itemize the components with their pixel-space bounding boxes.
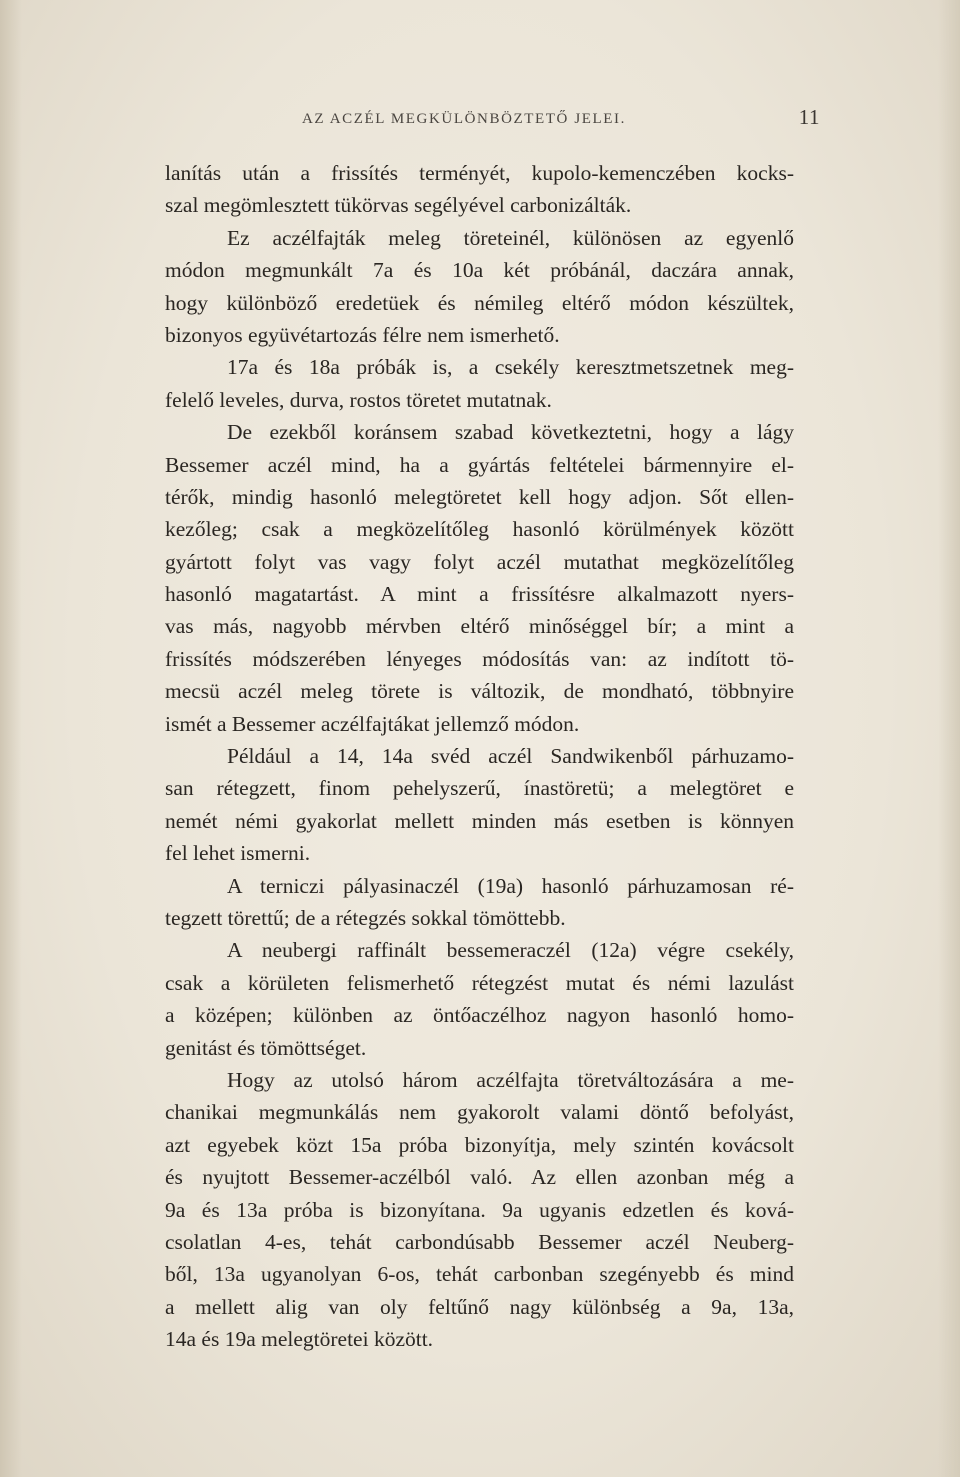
text-line: A terniczi pályasinaczél (19a) hasonló párhuzamosan ré-: [227, 873, 794, 898]
text-line: tegzett törettű; de a rétegzés sokkal tömöttebb.: [165, 905, 566, 930]
text-line: Bessemer aczél mind, ha a gyártás feltételei bármennyire el-: [165, 452, 794, 477]
text-line: 17a és 18a próbák is, a csekély keresztmetszetnek meg-: [227, 355, 794, 380]
text-line: vas más, nagyobb mérvben eltérő minőséggel bír; a mint a: [165, 614, 794, 639]
text-line: A neubergi raffinált bessemeraczél (12a) végre csekély,: [227, 938, 794, 963]
text-line: csolatlan 4-es, tehát carbondúsabb Bessemer aczél Neuberg-: [165, 1229, 794, 1254]
text-line: és nyujtott Bessemer-aczélból való. Az ellen azonban még a: [165, 1165, 794, 1190]
text-line: felelő leveles, durva, rostos töretet mutatnak.: [165, 387, 552, 412]
text-line: hasonló magatartást. A mint a frissítésre alkalmazott nyers-: [165, 582, 794, 607]
text-line: bizonyos együvétartozás félre nem ismerhető.: [165, 322, 560, 347]
text-line: lanítás után a frissítés terményét, kupolo-kemenczében kocks-: [165, 161, 794, 185]
text-line: a középen; különben az öntőaczélhoz nagyon hasonló homo-: [165, 1003, 794, 1028]
text-line: hogy különböző eredetüek és némileg eltérő módon készültek,: [165, 290, 794, 315]
text-line: azt egyebek közt 15a próba bizonyítja, mely szintén kovácsolt: [165, 1132, 794, 1157]
text-line: Ez aczélfajták meleg töreteinél, különösen az egyenlő: [227, 225, 794, 250]
text-line: Hogy az utolsó három aczélfajta töretváltozására a me-: [227, 1067, 794, 1092]
text-line: ismét a Bessemer aczélfajtákat jellemző módon.: [165, 711, 580, 736]
text-line: szal megömlesztett tükörvas segélyével carbonizálták.: [165, 193, 632, 218]
text-line: Például a 14, 14a svéd aczél Sandwikenből párhuzamo-: [227, 744, 794, 769]
text-line: De ezekből koránsem szabad következtetni, hogy a lágy: [227, 420, 794, 445]
running-header: [302, 105, 820, 135]
text-line: a mellett alig van oly feltűnő nagy különbség a 9a, 13a,: [165, 1294, 794, 1319]
text-line: san rétegzett, finom pehelyszerű, ínastöretü; a melegtöret e: [165, 776, 794, 801]
text-line: ből, 13a ugyanolyan 6-os, tehát carbonban szegényebb és mind: [165, 1262, 794, 1287]
text-line: nemét némi gyakorlat mellett minden más esetben is könnyen: [165, 808, 794, 833]
text-line: kezőleg; csak a megközelítőleg hasonló körülmények között: [165, 517, 794, 542]
text-line: 9a és 13a próba is bizonyítana. 9a ugyanis edzetlen és ková-: [165, 1197, 794, 1222]
text-line: fel lehet ismerni.: [165, 841, 311, 866]
text-line: mecsü aczél meleg törete is változik, de mondható, többnyire: [165, 679, 794, 704]
text-line: módon megmunkált 7a és 10a két próbánál, daczára annak,: [165, 258, 794, 283]
text-line: gyártott folyt vas vagy folyt aczél mutathat megközelítőleg: [165, 549, 794, 574]
body-text: [165, 157, 794, 1355]
text-line: genitást és tömöttséget.: [165, 1035, 367, 1060]
page-edge-left: [0, 0, 22, 1477]
text-line: térők, mindig hasonló melegtöretet kell hogy adjon. Sőt ellen-: [165, 484, 794, 509]
text-line: csak a körületen felismerhető rétegzést mutat és némi lazulást: [165, 970, 794, 995]
text-line: chanikai megmunkálás nem gyakorolt valami döntő befolyást,: [165, 1100, 794, 1125]
text-line: 14a és 19a melegtöretei között.: [165, 1327, 434, 1352]
page-edge-right: [938, 0, 960, 1477]
page-number: 11: [798, 105, 820, 129]
running-title: AZ ACZÉL MEGKÜLÖNBÖZTETŐ JELEI.: [302, 111, 627, 127]
text-line: frissítés módszerében lényeges módosítás van: az indított tö-: [165, 646, 794, 671]
